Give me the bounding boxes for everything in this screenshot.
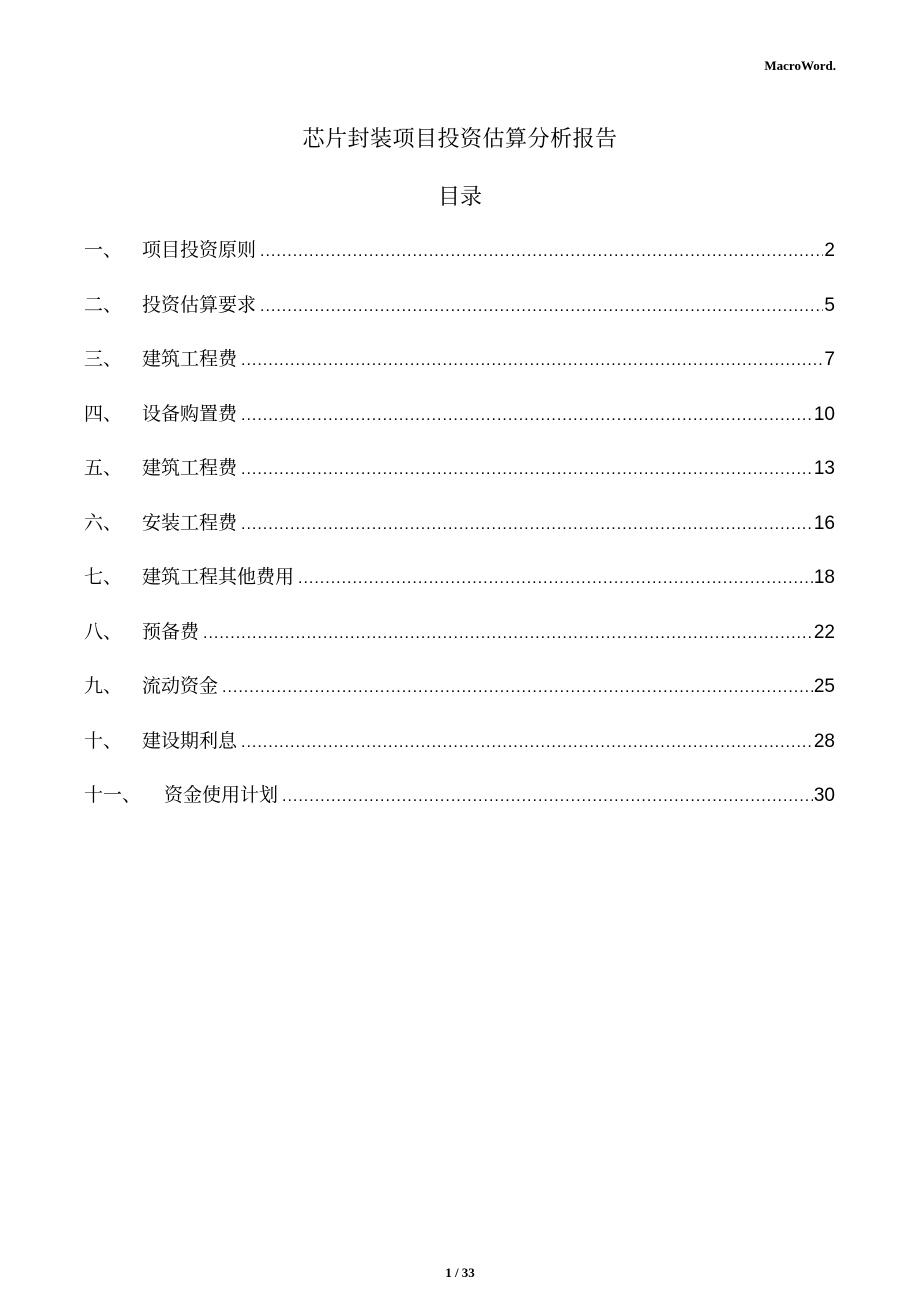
toc-heading: 目录 — [437, 185, 482, 210]
toc-entry[interactable] — [84, 726, 835, 781]
toc-entry-number: 十一、 — [84, 784, 142, 806]
toc-entry[interactable] — [84, 671, 835, 726]
toc-dot-leader — [298, 564, 813, 594]
toc-dot-leader — [203, 619, 813, 649]
toc-entry[interactable] — [84, 235, 835, 290]
toc-entry-page: 13 — [813, 458, 835, 479]
toc-entry-number: 九、 — [84, 675, 123, 697]
toc-entry-page: 18 — [813, 567, 835, 588]
toc-entry-number: 七、 — [84, 566, 123, 588]
toc-entry-page: 28 — [813, 730, 835, 752]
toc-entry-label: 建筑工程费 — [142, 348, 238, 370]
toc-entry-page: 25 — [813, 676, 835, 697]
toc-dot-leader — [241, 455, 813, 485]
toc-entry-page: 30 — [813, 785, 835, 806]
toc-entry-label: 建设期利息 — [142, 729, 238, 752]
toc-entry[interactable] — [84, 780, 835, 835]
toc-entry-label: 项目投资原则 — [142, 239, 257, 261]
toc-entry-page: 2 — [824, 240, 835, 261]
toc-entry-number: 一、 — [84, 239, 123, 261]
toc-dot-leader — [241, 728, 813, 758]
toc-dot-leader — [282, 782, 813, 812]
toc-entry-number: 六、 — [84, 511, 123, 534]
toc-entry-page: 5 — [824, 294, 835, 316]
toc-entry[interactable] — [84, 617, 835, 672]
toc-entry[interactable] — [84, 562, 835, 617]
table-of-contents — [84, 235, 835, 835]
document-title: 芯片封装项目投资估算分析报告 — [302, 127, 618, 152]
header-brand: MacroWord. — [764, 58, 836, 73]
toc-entry-label: 流动资金 — [142, 675, 219, 697]
toc-entry-number: 十、 — [84, 729, 123, 752]
toc-entry-label: 设备购置费 — [142, 402, 238, 425]
toc-entry[interactable] — [84, 453, 835, 508]
toc-entry-page: 22 — [813, 621, 835, 643]
toc-dot-leader — [260, 237, 823, 267]
toc-entry-page: 7 — [824, 349, 835, 370]
toc-dot-leader — [241, 346, 823, 376]
toc-dot-leader — [241, 510, 813, 540]
toc-entry-number: 八、 — [84, 620, 123, 643]
toc-entry[interactable] — [84, 508, 835, 563]
toc-entry[interactable] — [84, 290, 835, 345]
toc-entry-label: 建筑工程费 — [142, 457, 238, 479]
toc-entry-label: 建筑工程其他费用 — [142, 566, 295, 588]
toc-entry-label: 安装工程费 — [142, 511, 238, 534]
toc-entry-number: 五、 — [84, 457, 123, 479]
toc-entry-label: 资金使用计划 — [164, 784, 279, 806]
toc-entry-label: 投资估算要求 — [142, 293, 257, 316]
toc-entry-number: 三、 — [84, 348, 123, 370]
toc-entry-page: 16 — [813, 512, 835, 534]
toc-dot-leader — [222, 673, 813, 703]
toc-entry[interactable] — [84, 399, 835, 454]
toc-dot-leader — [260, 292, 823, 322]
toc-entry[interactable] — [84, 344, 835, 399]
toc-entry-label: 预备费 — [142, 620, 200, 643]
toc-entry-number: 二、 — [84, 293, 123, 316]
toc-entry-page: 10 — [813, 403, 835, 425]
toc-entry-number: 四、 — [84, 402, 123, 425]
page-indicator: 1 / 33 — [445, 1265, 475, 1280]
toc-dot-leader — [241, 401, 813, 431]
